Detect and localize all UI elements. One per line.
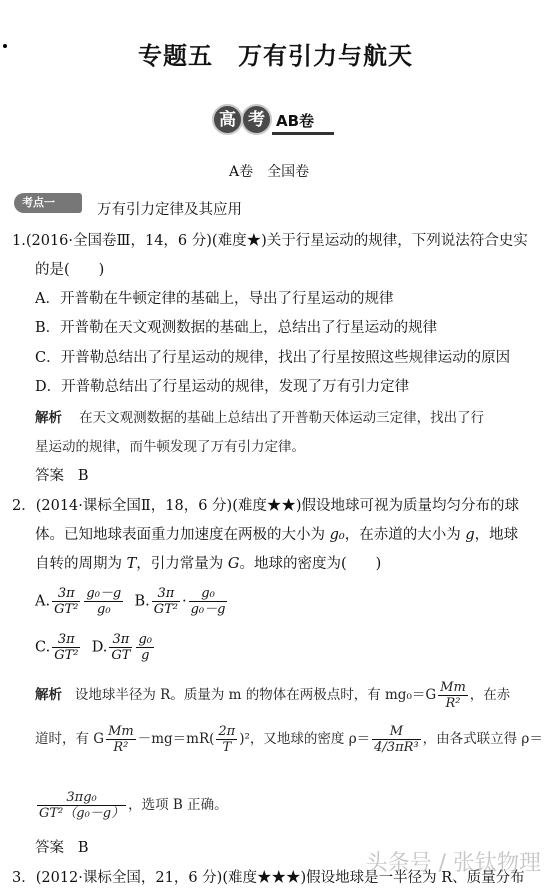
exam-banner xyxy=(212,104,336,138)
q2-solution-frac2-num: Mm xyxy=(108,724,134,739)
q2-solution-line3 xyxy=(35,790,228,821)
q2-solution-line2-text-c: )²，又地球的密度 ρ＝ xyxy=(239,731,371,747)
q2-solution-frac4-num: M xyxy=(372,724,420,740)
q2-solution-line2 xyxy=(35,724,543,755)
q2-solution-frac2 xyxy=(106,724,136,755)
q2-solution-line3-text: ，选项 B 正确。 xyxy=(128,797,228,813)
topic-title: 万有引力定律及其应用 xyxy=(97,202,242,218)
q2-option-c-label: C. xyxy=(35,639,51,656)
q2-stem-T: T xyxy=(126,556,137,572)
q2-stem-g: g xyxy=(465,527,475,543)
q2-option-b-den1: GT² xyxy=(153,602,178,617)
q2-stem-G: G xyxy=(227,556,240,572)
q2-option-b-frac1 xyxy=(152,586,180,617)
q1-answer: B xyxy=(77,468,89,484)
q2-option-a-num1: 3π xyxy=(52,586,80,602)
q2-stem-line3-text-c: ，引力常量为 xyxy=(136,556,228,572)
q1-stem-line1: 1.(2016·全国卷Ⅲ，14，6 分)(难度★)关于行星运动的规律，下列说法符合史实 xyxy=(12,233,528,249)
q2-options-cd xyxy=(35,632,156,663)
q2-solution-frac1-den: R² xyxy=(445,696,461,711)
q2-solution-frac1-num: Mm xyxy=(440,680,466,695)
q2-stem-line3-text-e: 。地球的密度为( ) xyxy=(239,556,382,572)
q2-option-d-den1: GT xyxy=(111,648,131,663)
q2-option-b-den2: g₀－g xyxy=(190,602,226,617)
q2-option-b-label: B. xyxy=(134,593,150,610)
q2-solution-frac5 xyxy=(37,790,126,821)
q1-stem-line2: 的是( ) xyxy=(35,262,105,278)
q2-option-d-num2: g₀ xyxy=(138,632,153,647)
page-title: 专题五 万有引力与航天 xyxy=(138,42,413,70)
q2-solution-frac3-num: 2π xyxy=(218,724,236,739)
q2-option-d-label: D. xyxy=(91,639,108,656)
banner-underline xyxy=(272,132,334,135)
q2-solution-frac3 xyxy=(216,724,237,755)
q2-solution-frac1 xyxy=(438,680,468,711)
banner-label: AB卷 xyxy=(276,112,315,130)
q2-solution-frac4-den: 4/3πR³ xyxy=(374,740,419,755)
q1-solution-line2: 星运动的规律，而牛顿发现了万有引力定律。 xyxy=(35,439,305,455)
q2-option-d-frac2 xyxy=(136,632,154,663)
q1-answer-head: 答案 xyxy=(35,468,64,484)
q2-solution-line1-text: 设地球半径为 R。质量为 m 的物体在两极点时，有 mg₀＝G xyxy=(74,687,437,703)
q2-options-ab: A. $\frac{3\pi}{\text{GT²}}$ $\frac{\text{g₀－g}}{\text{g₀}}$ B. $\frac{3\pi}{\text{GT²}}$ · $\frac{\text{g₀}}{\text{g₀－g}}$ xyxy=(35,586,226,617)
q2-option-d-frac1 xyxy=(109,632,132,663)
watermark: 头条号 / 张钛物理 xyxy=(365,851,541,876)
q2-solution-frac3-den: T xyxy=(222,740,232,755)
q2-stem-line2-text-a: 体。已知地球表面重力加速度在两极的大小为 xyxy=(35,527,330,543)
q2-solution-line2-text-e: ，由各式联立得 ρ＝ xyxy=(422,731,543,747)
q2-stem-line1: 2．(2014·课标全国Ⅱ，18，6 分)(难度★★)假设地球可视为质量均匀分布的球 xyxy=(12,498,520,514)
q2-stem-line2-text-e: ，地球 xyxy=(474,527,519,543)
q2-solution-line1 xyxy=(35,680,510,711)
q2-answer: B xyxy=(77,840,89,856)
q2-solution-head: 解析 xyxy=(35,687,62,703)
q2-solution-line1-tail: ，在赤 xyxy=(469,687,511,703)
q2-stem-line3 xyxy=(35,552,381,573)
q2-option-b-num2: g₀ xyxy=(189,586,228,602)
section-heading: A卷 全国卷 xyxy=(229,164,310,180)
q2-option-a-den1: GT² xyxy=(54,602,79,617)
q2-option-b-frac2 xyxy=(189,586,228,617)
q2-solution-line2-text-b: －mg＝mR( xyxy=(137,731,215,747)
q1-option-c: C．开普勒总结出了行星运动的规律，找出了行星按照这些规律运动的原因 xyxy=(35,350,511,366)
banner-char-1: 高 xyxy=(212,104,243,135)
q2-option-a-frac1 xyxy=(52,586,80,617)
q2-option-a-num2: g₀－g xyxy=(86,586,122,601)
q2-solution-frac4 xyxy=(372,724,420,755)
q1-option-d: D．开普勒总结出了行星运动的规律，发现了万有引力定律 xyxy=(35,379,410,395)
q2-option-a-den2: g₀ xyxy=(97,602,111,617)
q2-solution-frac5-num: 3πg₀ xyxy=(37,790,126,806)
q2-option-d-den2: g xyxy=(141,648,150,663)
q2-stem-line2 xyxy=(35,523,518,544)
topic-badge: 考点一 xyxy=(14,193,82,213)
q1-option-b: B．开普勒在天文观测数据的基础上，总结出了行星运动的规律 xyxy=(35,320,438,336)
q1-solution-head: 解析 xyxy=(35,410,62,426)
q3-stem-line1: 3．(2012·课标全国，21，6 分)(难度★★★)假设地球是一半径为 R、质量分布 xyxy=(12,870,525,886)
q2-option-d-num1: 3π xyxy=(109,632,132,648)
q2-answer-head: 答案 xyxy=(35,840,64,856)
q2-option-b-num1: 3π xyxy=(152,586,180,602)
q2-solution-line2-text-a: 道时，有 G xyxy=(35,731,105,747)
q2-stem-line3-text-a: 自转的周期为 xyxy=(35,556,127,572)
q2-option-a-frac2 xyxy=(84,586,123,617)
q2-solution-frac5-den: GT²（g₀－g） xyxy=(39,806,125,821)
q2-stem-line2-text-c: ，在赤道的大小为 xyxy=(344,527,466,543)
q2-stem-g0: g₀ xyxy=(329,527,345,543)
q2-option-c-den: GT² xyxy=(54,648,79,663)
q1-option-a: A．开普勒在牛顿定律的基础上，导出了行星运动的规律 xyxy=(35,291,394,307)
q2-option-c-num: 3π xyxy=(52,632,80,648)
q2-option-a-label: A. xyxy=(35,593,51,610)
q2-option-c-frac xyxy=(52,632,80,663)
q2-solution-frac2-den: R² xyxy=(113,740,129,755)
banner-char-2: 考 xyxy=(241,104,272,135)
q1-solution-line1: 在天文观测数据的基础上总结出了开普勒天体运动三定律，找出了行 xyxy=(79,410,485,426)
